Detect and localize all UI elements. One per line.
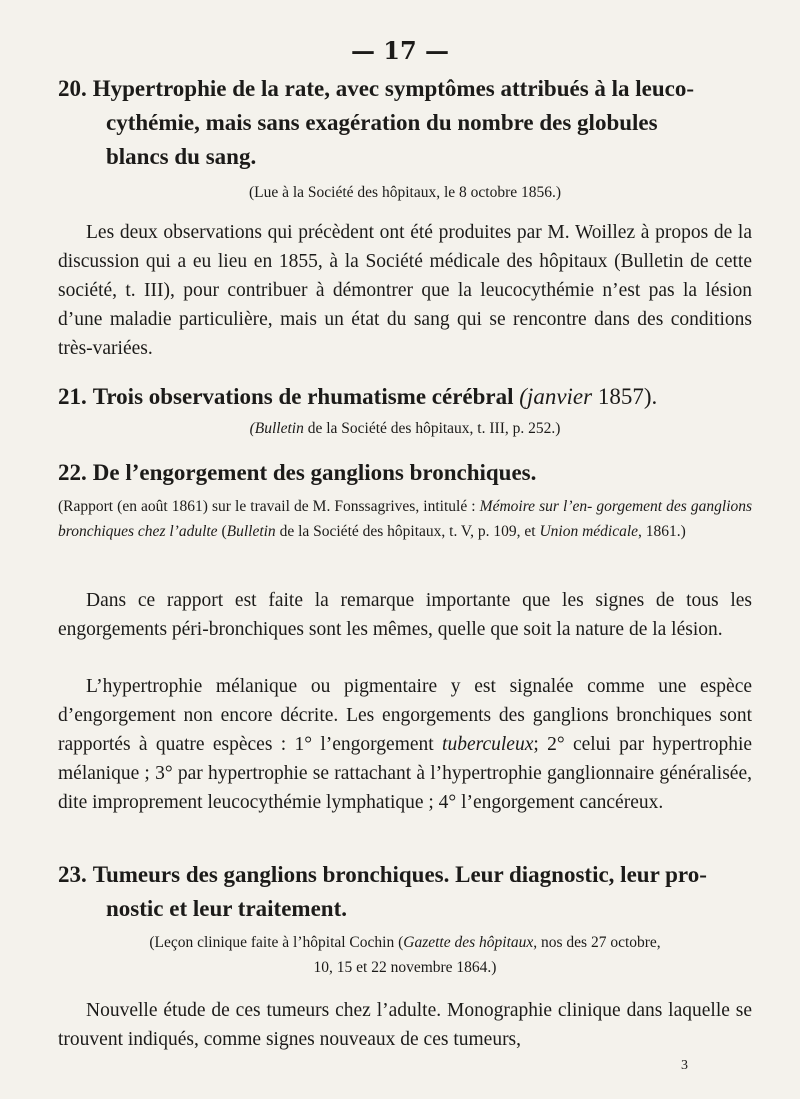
section-21 <box>58 380 752 441</box>
title-line: cythémie, mais sans exagération du nombre des globules <box>106 110 658 135</box>
section-number: 20. <box>58 76 87 101</box>
source-italic: Bulletin <box>226 523 276 540</box>
title-line: blancs du sang. <box>106 144 257 169</box>
title-line: Tumeurs des ganglions bronchiques. Leur diagnostic, leur pro- <box>92 862 707 887</box>
source-text: , nos des 27 octobre, <box>533 934 661 951</box>
paragraph-1: Les deux observations qui précèdent ont été produites par M. Woillez à propos de la discussion qui a eu lieu en 1855, à la Société médicale des hôpitaux (Bulletin de cette société, t. III), pour contribuer à démontrer que la leucocythémie n’est pas la lésion d’une maladie particulière, mais un état du sang qui se rencontre dans des conditions très-variées. <box>58 222 752 359</box>
title-italic: (janvier <box>519 384 593 409</box>
title-text: De l’engorgement des ganglions bronchiques. <box>92 460 537 485</box>
title-line: Hypertrophie de la rate, avec symptômes attribués à la leuco- <box>92 76 695 101</box>
section-number: 21. <box>58 384 87 409</box>
section-20-title <box>58 72 752 174</box>
section-22-source <box>58 494 752 544</box>
section-23-title <box>58 858 752 926</box>
section-22-title <box>58 456 752 490</box>
source-italic: Mémoire sur l’en- <box>479 498 593 515</box>
title-line: nostic et leur traitement. <box>106 896 347 921</box>
paragraph-text: L’hypertrophie mélanique ou pigmentaire y est signalée comme une espèce d’engorgement non encore décrite. Les engorgements des ganglions bronchiques sont rapportés à quatre espèces : 1° l’engorgement <box>58 676 752 755</box>
source-text: (Leçon clinique faite à l’hôpital Cochin ( <box>149 934 404 951</box>
section-23-source <box>58 930 752 980</box>
paragraph-2: Dans ce rapport est faite la remarque importante que les signes de tous les engorgements péri-bronchiques sont les mêmes, quelle que soit la nature de la lésion. <box>58 590 752 640</box>
section-20 <box>58 72 752 205</box>
source-italic: gorgement des ganglions bronchiques chez l’adulte <box>58 498 753 540</box>
title-text: Trois observations de rhumatisme cérébral <box>92 384 514 409</box>
title-end: 1857). <box>597 384 658 409</box>
source-text: (Rapport (en août 1861) sur le travail de M. Fonssagrives, intitulé : <box>58 498 476 515</box>
section-22 <box>58 456 752 544</box>
section-21-title <box>58 380 752 414</box>
page-number: — 17 — <box>350 36 450 65</box>
source-italic: (Bulletin <box>249 420 304 437</box>
source-text: 10, 15 et 22 novembre 1864.) <box>313 959 497 976</box>
source-italic: Union médicale <box>539 523 639 540</box>
section-number: 22. <box>58 460 87 485</box>
section-20-source: (Lue à la Société des hôpitaux, le 8 octobre 1856.) <box>248 184 562 201</box>
paragraph-italic: tuberculeux <box>442 734 534 755</box>
source-text: t. V, p. 109, et <box>449 523 536 540</box>
source-italic: Gazette des hôpitaux <box>403 934 534 951</box>
signature-mark: 3 <box>681 1058 688 1073</box>
source-text: de la Société des hôpitaux, <box>279 523 446 540</box>
source-text: ( <box>221 523 227 540</box>
section-23 <box>58 858 752 980</box>
source-text: , 1861.) <box>638 523 686 540</box>
paragraph-3 <box>58 672 752 817</box>
section-21-source <box>58 416 752 441</box>
paragraph-4: Nouvelle étude de ces tumeurs chez l’adulte. Monographie clinique dans laquelle se trouvent indiqués, comme signes nouveaux de ces tumeurs, <box>58 1000 752 1050</box>
source-text: de la Société des hôpitaux, t. III, p. 252.) <box>307 420 561 437</box>
paragraph-text: ; 2° celui par hypertrophie mélanique ; 3° par hypertrophie se rattachant à l’hypertrophie ganglionnaire généralisée, dite improprement leucocythémie lymphatique ; 4° l’engorgement cancéreux. <box>58 734 753 813</box>
section-number: 23. <box>58 862 87 887</box>
